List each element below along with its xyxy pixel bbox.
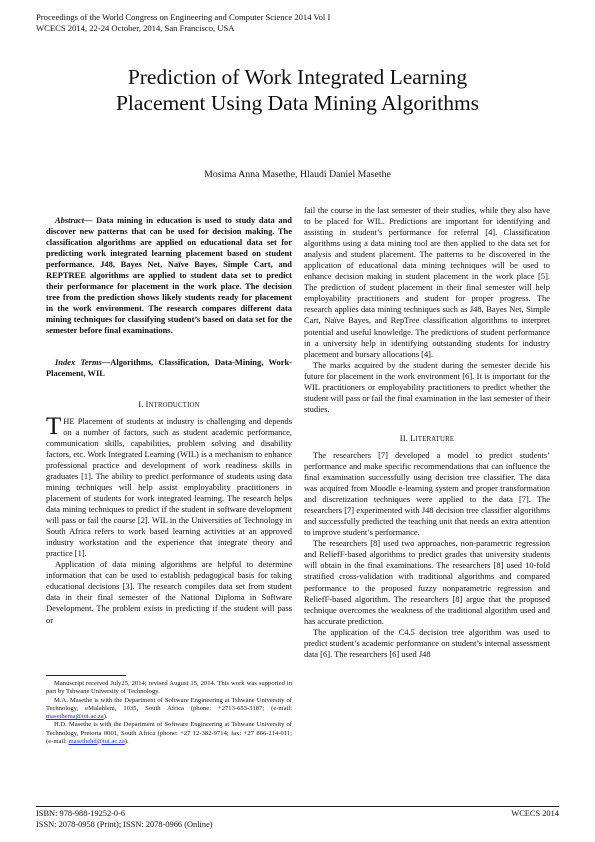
author-list: Mosima Anna Masethe, Hlaudi Daniel Masethe bbox=[204, 169, 391, 180]
footnote-author-2-end: ). bbox=[124, 737, 129, 745]
section-1-first-letter: I bbox=[145, 398, 149, 409]
footnote-author-1-text: M.A. Masethe is with the Department of Software Engineering at Tshwane University of Technology, eMalahleni, 1035, South Africa (phone: +2713-653-3187; (e-mail: bbox=[46, 696, 292, 712]
index-terms-text: —Algorithms, Classification, Data-Mining, Work-Placement, WIL bbox=[46, 356, 292, 378]
footer-conference: WCECS 2014 bbox=[511, 809, 559, 818]
section-heading-introduction bbox=[46, 399, 292, 411]
section-2-title-rest: ITERATURE bbox=[415, 435, 455, 443]
literature-paragraph-3: The application of the C4.5 decision tree algorithm was used to predict student’s academic performance on student’s internal assessment data [6]. The researchers [6] used J48 bbox=[304, 626, 550, 659]
email-link-author-2[interactable]: masethehd@tut.ac.za bbox=[68, 737, 125, 745]
section-2-numeral: II. bbox=[399, 432, 408, 443]
paper-title bbox=[40, 64, 555, 116]
abstract bbox=[46, 215, 292, 337]
literature-paragraph-2: The researchers [8] used two approaches, non-parametric regression and ReliefF-based algorithms to predict grades that university students will obtain in the final examinations. The researchers [8] used 10-fold stratified cross-validation with traditional algorithms and compared performance to the proposed fuzzy nonparametric regression and ReliefF-based algorithm. The researchers [8] argue that the proposed technique overcomes the weakness of the traditional algorithm used and has accurate prediction. bbox=[304, 538, 550, 626]
footnotes bbox=[46, 680, 292, 746]
abstract-label: Abstract bbox=[55, 215, 85, 225]
literature-paragraph-1: The researchers [7] developed a model to predict students’ performance and make specific recommendations that can influence the final examination successfully using decision tree classifier. The data was acquired from Moodle e-learning system and proper transformation and discretization techniques were applied to the data [7]. The researchers [7] experimented with J48 decision tree classifier algorithms and successfully predicted the teaching unit that needs an extra attention to improve student’s performance. bbox=[304, 449, 550, 538]
section-2-first-letter: L bbox=[410, 432, 416, 443]
footnote-author-1 bbox=[46, 697, 292, 721]
footnote-author-2 bbox=[46, 721, 292, 745]
title-line-1: Prediction of Work Integrated Learning bbox=[127, 65, 468, 89]
drop-cap: T bbox=[46, 412, 62, 440]
intro-paragraph-2: Application of data mining algorithms are helpful to determine information that can be used to establish pedagogical basis for taking educational decisions [3]. The research compiles data set from student data in their final semester of the National Diploma in Software Development. The problem exists in predicting if the student will pass or bbox=[46, 559, 292, 625]
right-paragraph-1: fail the course in the last semester of their studies, while they also have to be placed for WIL. Predictions are important for identifying and assisting in student’s performance for referral [4]. Classification algorithms using a data mining tool are then applied to the data set for analysis and student placement. The patterns to be discovered in the application of educational data mining techniques will be used to enhance decision making in student placement in the work place [5]. The prediction of student placement in their final semester will help employability practitioners and student for proper progress. The research applies data mining techniques such as J48, Bayes Net, Simple Cart, Naïve Bayes, and RepTree classification algorithms to interpret potential and useful knowledge. The predictions of student performance in a university help in identifying outstanding students for industry placement and bursary allocations [4]. bbox=[304, 205, 550, 359]
right-paragraph-2: The marks acquired by the student during the semester decide his future for placement in the work environment [6]. It is important for the WIL practitioners or employability practitioners to predict whether the student will pass or fail the final examination in the last semester of their studies. bbox=[304, 359, 550, 414]
index-terms bbox=[46, 357, 292, 379]
left-column bbox=[46, 215, 292, 626]
footnote-author-2-text: H.D. Masethe is with the Department of Software Engineering at Tshwane University of Technology, Pretoria 0001, South Africa (phone: +27 12-382-9714; fax: +27 866-214-011; (e-mail: bbox=[46, 721, 292, 745]
section-1-numeral: I. bbox=[138, 398, 144, 409]
header-line-1: Proceedings of the World Congress on Engineering and Computer Science 2014 Vol I bbox=[36, 12, 331, 22]
email-link-author-1[interactable]: masethema@tut.ac.za bbox=[46, 712, 104, 720]
footer-issn: ISSN: 2078-0958 (Print); ISSN: 2078-0966 (Online) bbox=[36, 820, 213, 829]
footer-left bbox=[36, 808, 213, 830]
right-column bbox=[304, 205, 550, 660]
abstract-text: — Data mining in education is used to study data and discover new patterns that can be used for decision making. The classification algorithms are applied on educational data set for predicting work integrated learning placement based on student performance. J48, Bayes Net, Naïve Bayes, Simple Cart, and REPTREE algorithms are applied to student data set to predict their performance for placement in the work place. The decision tree from the prediction shows likely students ready for placement in the work environment. The research compares different data mining techniques for classifying student’s based on data set for the semester before final examinations. bbox=[46, 215, 292, 336]
footnote-author-1-end: ). bbox=[103, 712, 108, 720]
header-line-2: WCECS 2014, 22-24 October, 2014, San Francisco, USA bbox=[36, 23, 235, 33]
footer-isbn: ISBN: 978-988-19252-0-6 bbox=[36, 809, 126, 818]
intro-paragraph-1 bbox=[46, 412, 292, 560]
footnote-manuscript: Manuscript received July25, 2014; revised August 15, 2014. This work was supported in part by Tshwane University of Technology. bbox=[46, 680, 292, 696]
running-header bbox=[36, 12, 330, 34]
section-1-title-rest: NTRODUCTION bbox=[148, 401, 200, 409]
intro-paragraph-1-text: HE Placement of students at industry is challenging and depends on a number of factors, such as student academic performance, communication skills, capabilities, problem solving and disability factors, etc. Work Integrated Learning (WIL) is a mechanism to enhance professional practice and development of work readiness skills in graduates [1]. The ability to predict performance of students using data mining techniques will help assist employability practitioners in placement of students for work integrated learning. The research helps data mining techniques to predict if the student in software development will pass or fail the course [2]. WIL in the Universities of Technology in South Africa refers to work based learning activities at an approved industry workstation and the experience that integrate theory and practice [1]. bbox=[46, 415, 292, 559]
section-heading-literature bbox=[304, 433, 550, 445]
index-terms-label: Index Terms bbox=[55, 356, 102, 367]
footnote-rule bbox=[46, 675, 126, 676]
footer-rule bbox=[36, 806, 559, 807]
title-line-2: Placement Using Data Mining Algorithms bbox=[115, 91, 480, 115]
